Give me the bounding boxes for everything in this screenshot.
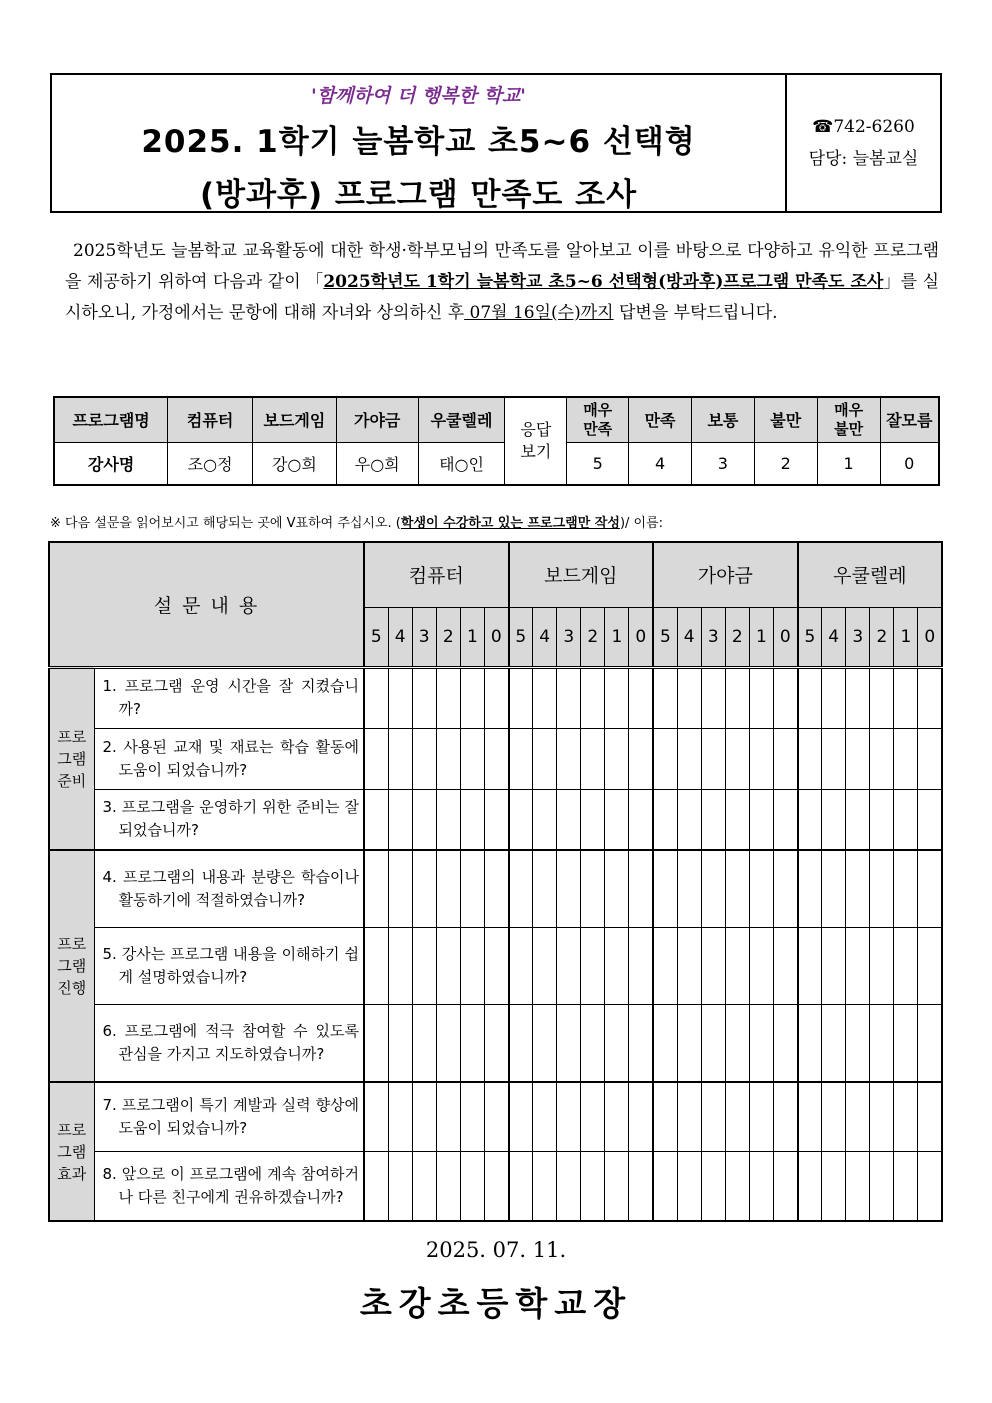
program-name: 보드게임 [253, 397, 337, 442]
rating-checkbox-cell[interactable] [846, 1004, 870, 1082]
rating-checkbox-cell[interactable] [509, 1004, 533, 1082]
rating-checkbox-cell[interactable] [364, 1151, 388, 1221]
phone-number: ☎742-6260 [812, 117, 915, 137]
contact-area [787, 75, 940, 211]
rating-checkbox-cell[interactable] [629, 1082, 653, 1151]
rating-checkbox-cell[interactable] [870, 667, 894, 728]
answer-option: 불만 [754, 397, 817, 442]
rating-checkbox-cell[interactable] [870, 1082, 894, 1151]
rating-checkbox-cell[interactable] [484, 850, 508, 927]
rating-checkbox-cell[interactable] [846, 1082, 870, 1151]
rating-checkbox-cell[interactable] [918, 789, 942, 850]
rating-checkbox-cell[interactable] [629, 850, 653, 927]
rating-checkbox-cell[interactable] [822, 1082, 846, 1151]
rating-checkbox-cell[interactable] [629, 728, 653, 789]
rating-checkbox-cell[interactable] [677, 1082, 701, 1151]
score-column-header: 2 [436, 607, 460, 667]
rating-checkbox-cell[interactable] [533, 1004, 557, 1082]
answer-score: 1 [817, 442, 880, 485]
document-date: 2025. 07. 11. [425, 1238, 567, 1262]
survey-program-header: 가야금 [653, 542, 798, 607]
survey-program-header: 컴퓨터 [364, 542, 509, 607]
rating-checkbox-cell[interactable] [509, 1082, 533, 1151]
rating-checkbox-cell[interactable] [798, 667, 822, 728]
rating-checkbox-cell[interactable] [388, 1082, 412, 1151]
rating-checkbox-cell[interactable] [533, 927, 557, 1004]
score-column-header: 0 [484, 607, 508, 667]
score-column-header: 3 [557, 607, 581, 667]
rating-checkbox-cell[interactable] [364, 789, 388, 850]
rating-checkbox-cell[interactable] [436, 728, 460, 789]
rating-checkbox-cell[interactable] [701, 1151, 725, 1221]
survey-category: 프로 그램 효과 [49, 1082, 94, 1221]
rating-checkbox-cell[interactable] [581, 927, 605, 1004]
header-box [50, 73, 942, 213]
survey-question [94, 1151, 364, 1221]
score-column-header: 0 [629, 607, 653, 667]
intro-paragraph [65, 236, 939, 329]
survey-question-text: 1. 프로그램 운영 시간을 잘 지켰습니까? [102, 677, 360, 718]
rating-checkbox-cell[interactable] [701, 667, 725, 728]
score-column-header: 1 [460, 607, 484, 667]
title-area [52, 75, 787, 211]
rating-checkbox-cell[interactable] [388, 1151, 412, 1221]
rating-checkbox-cell[interactable] [388, 850, 412, 927]
survey-category: 프로 그램 진행 [49, 850, 94, 1082]
rating-checkbox-cell[interactable] [484, 667, 508, 728]
rating-checkbox-cell[interactable] [436, 1082, 460, 1151]
rating-checkbox-cell[interactable] [822, 927, 846, 1004]
rating-checkbox-cell[interactable] [870, 1004, 894, 1082]
rating-checkbox-cell[interactable] [653, 850, 677, 927]
score-column-header: 1 [749, 607, 773, 667]
program-name: 가야금 [336, 397, 418, 442]
rating-checkbox-cell[interactable] [460, 1004, 484, 1082]
rating-checkbox-cell[interactable] [557, 850, 581, 927]
rating-checkbox-cell[interactable] [436, 789, 460, 850]
rating-checkbox-cell[interactable] [822, 728, 846, 789]
rating-checkbox-cell[interactable] [533, 1151, 557, 1221]
rating-checkbox-cell[interactable] [412, 1004, 436, 1082]
rating-checkbox-cell[interactable] [436, 1151, 460, 1221]
rating-checkbox-cell[interactable] [749, 850, 773, 927]
answer-option: 매우 불만 [817, 397, 880, 442]
rating-checkbox-cell[interactable] [629, 789, 653, 850]
rating-checkbox-cell[interactable] [557, 728, 581, 789]
rating-checkbox-cell[interactable] [364, 1082, 388, 1151]
survey-question-text: 3. 프로그램을 운영하기 위한 준비는 잘 되었습니까? [102, 798, 360, 840]
rating-checkbox-cell[interactable] [533, 850, 557, 927]
rating-checkbox-cell[interactable] [918, 1004, 942, 1082]
rating-checkbox-cell[interactable] [894, 728, 918, 789]
rating-checkbox-cell[interactable] [798, 728, 822, 789]
program-name-label: 프로그램명 [54, 397, 168, 442]
rating-checkbox-cell[interactable] [918, 1082, 942, 1151]
program-name: 우쿨렐레 [418, 397, 505, 442]
rating-checkbox-cell[interactable] [846, 667, 870, 728]
rating-checkbox-cell[interactable] [388, 789, 412, 850]
rating-checkbox-cell[interactable] [894, 1082, 918, 1151]
rating-checkbox-cell[interactable] [605, 789, 629, 850]
rating-checkbox-cell[interactable] [798, 1004, 822, 1082]
rating-checkbox-cell[interactable] [605, 850, 629, 927]
rating-checkbox-cell[interactable] [364, 1004, 388, 1082]
rating-checkbox-cell[interactable] [773, 1151, 797, 1221]
rating-checkbox-cell[interactable] [822, 1151, 846, 1221]
rating-checkbox-cell[interactable] [677, 927, 701, 1004]
rating-checkbox-cell[interactable] [701, 1082, 725, 1151]
rating-checkbox-cell[interactable] [509, 1151, 533, 1221]
rating-checkbox-cell[interactable] [653, 667, 677, 728]
intro-text-3: 답변을 부탁드립니다. [613, 303, 778, 323]
rating-checkbox-cell[interactable] [749, 1151, 773, 1221]
note-emphasis: 학생이 수강하고 있는 프로그램만 작성 [400, 516, 620, 531]
rating-checkbox-cell[interactable] [436, 850, 460, 927]
rating-checkbox-cell[interactable] [460, 927, 484, 1004]
rating-checkbox-cell[interactable] [798, 1082, 822, 1151]
rating-checkbox-cell[interactable] [388, 927, 412, 1004]
rating-checkbox-cell[interactable] [629, 927, 653, 1004]
rating-checkbox-cell[interactable] [798, 927, 822, 1004]
rating-checkbox-cell[interactable] [653, 1082, 677, 1151]
rating-checkbox-cell[interactable] [749, 728, 773, 789]
rating-checkbox-cell[interactable] [701, 789, 725, 850]
program-teacher-table [53, 396, 940, 486]
score-column-header: 4 [533, 607, 557, 667]
rating-checkbox-cell[interactable] [918, 927, 942, 1004]
rating-checkbox-cell[interactable] [581, 850, 605, 927]
rating-checkbox-cell[interactable] [436, 927, 460, 1004]
rating-checkbox-cell[interactable] [460, 850, 484, 927]
rating-checkbox-cell[interactable] [412, 789, 436, 850]
rating-checkbox-cell[interactable] [533, 667, 557, 728]
survey-category: 프로 그램 준비 [49, 667, 94, 850]
rating-checkbox-cell[interactable] [701, 728, 725, 789]
score-column-header: 2 [870, 607, 894, 667]
rating-checkbox-cell[interactable] [918, 728, 942, 789]
survey-question [94, 667, 364, 728]
score-column-header: 5 [509, 607, 533, 667]
rating-checkbox-cell[interactable] [725, 789, 749, 850]
rating-checkbox-cell[interactable] [725, 667, 749, 728]
answer-score: 5 [567, 442, 629, 485]
rating-checkbox-cell[interactable] [677, 728, 701, 789]
rating-checkbox-cell[interactable] [798, 850, 822, 927]
answer-score: 2 [754, 442, 817, 485]
rating-checkbox-cell[interactable] [677, 1151, 701, 1221]
score-column-header: 4 [388, 607, 412, 667]
rating-checkbox-cell[interactable] [581, 1151, 605, 1221]
rating-checkbox-cell[interactable] [822, 1004, 846, 1082]
answer-score: 4 [629, 442, 692, 485]
rating-checkbox-cell[interactable] [846, 728, 870, 789]
rating-checkbox-cell[interactable] [822, 850, 846, 927]
score-column-header: 4 [677, 607, 701, 667]
teacher-name: 우○희 [336, 442, 418, 485]
rating-checkbox-cell[interactable] [701, 927, 725, 1004]
rating-checkbox-cell[interactable] [822, 789, 846, 850]
rating-checkbox-cell[interactable] [773, 927, 797, 1004]
survey-question-text: 2. 사용된 교재 및 재료는 학습 활동에 도움이 되었습니까? [102, 737, 360, 779]
rating-checkbox-cell[interactable] [484, 927, 508, 1004]
rating-checkbox-cell[interactable] [412, 927, 436, 1004]
score-column-header: 3 [701, 607, 725, 667]
rating-checkbox-cell[interactable] [653, 728, 677, 789]
rating-checkbox-cell[interactable] [581, 728, 605, 789]
rating-checkbox-cell[interactable] [677, 850, 701, 927]
contact-person: 담당: 늘봄교실 [808, 149, 919, 169]
rating-checkbox-cell[interactable] [605, 1151, 629, 1221]
survey-table [48, 541, 943, 1222]
score-column-header: 4 [822, 607, 846, 667]
rating-checkbox-cell[interactable] [484, 789, 508, 850]
rating-checkbox-cell[interactable] [894, 850, 918, 927]
answer-score: 0 [880, 442, 939, 485]
rating-checkbox-cell[interactable] [629, 1004, 653, 1082]
survey-program-header: 보드게임 [509, 542, 654, 607]
survey-question [94, 850, 364, 927]
rating-checkbox-cell[interactable] [557, 789, 581, 850]
rating-checkbox-cell[interactable] [364, 667, 388, 728]
instruction-note [50, 512, 663, 531]
rating-checkbox-cell[interactable] [725, 927, 749, 1004]
survey-question [94, 927, 364, 1004]
score-column-header: 0 [918, 607, 942, 667]
teacher-name-label: 강사명 [54, 442, 168, 485]
rating-checkbox-cell[interactable] [412, 1082, 436, 1151]
score-column-header: 1 [894, 607, 918, 667]
survey-question-text: 7. 프로그램이 특기 계발과 실력 향상에 도움이 되었습니까? [102, 1095, 360, 1137]
rating-checkbox-cell[interactable] [388, 1004, 412, 1082]
rating-checkbox-cell[interactable] [773, 850, 797, 927]
rating-checkbox-cell[interactable] [605, 1004, 629, 1082]
rating-checkbox-cell[interactable] [533, 728, 557, 789]
rating-checkbox-cell[interactable] [749, 927, 773, 1004]
rating-checkbox-cell[interactable] [822, 667, 846, 728]
rating-checkbox-cell[interactable] [388, 667, 412, 728]
rating-checkbox-cell[interactable] [653, 1004, 677, 1082]
rating-checkbox-cell[interactable] [460, 789, 484, 850]
rating-checkbox-cell[interactable] [918, 850, 942, 927]
score-column-header: 0 [773, 607, 797, 667]
rating-checkbox-cell[interactable] [557, 1151, 581, 1221]
rating-checkbox-cell[interactable] [773, 789, 797, 850]
intro-text-2: 」를 실시하오니, 가정에서는 문항에 대해 자녀와 상의하신 후 [65, 272, 939, 323]
rating-checkbox-cell[interactable] [749, 667, 773, 728]
rating-checkbox-cell[interactable] [749, 1082, 773, 1151]
rating-checkbox-cell[interactable] [412, 728, 436, 789]
rating-checkbox-cell[interactable] [412, 667, 436, 728]
rating-checkbox-cell[interactable] [436, 667, 460, 728]
rating-checkbox-cell[interactable] [581, 1082, 605, 1151]
rating-checkbox-cell[interactable] [870, 850, 894, 927]
teacher-name: 태○인 [418, 442, 505, 485]
rating-checkbox-cell[interactable] [773, 728, 797, 789]
rating-checkbox-cell[interactable] [773, 667, 797, 728]
survey-title-inline: 2025학년도 1학기 늘봄학교 초5~6 선택형(방과후)프로그램 만족도 조사 [323, 272, 884, 292]
rating-checkbox-cell[interactable] [870, 728, 894, 789]
intro-text-1: 2025학년도 늘봄학교 교육활동에 대한 학생·학부모님의 만족도를 알아보고 이를 바탕으로 다양하고 유익한 프로그램을 제공하기 위하여 다음과 같이 「 [65, 241, 939, 292]
rating-checkbox-cell[interactable] [581, 667, 605, 728]
rating-checkbox-cell[interactable] [605, 1082, 629, 1151]
rating-checkbox-cell[interactable] [605, 728, 629, 789]
score-column-header: 3 [412, 607, 436, 667]
rating-checkbox-cell[interactable] [870, 1151, 894, 1221]
rating-checkbox-cell[interactable] [653, 789, 677, 850]
rating-checkbox-cell[interactable] [846, 1151, 870, 1221]
rating-checkbox-cell[interactable] [918, 667, 942, 728]
rating-checkbox-cell[interactable] [677, 789, 701, 850]
rating-checkbox-cell[interactable] [484, 1151, 508, 1221]
rating-checkbox-cell[interactable] [605, 927, 629, 1004]
rating-checkbox-cell[interactable] [846, 850, 870, 927]
answer-label: 응답 보기 [505, 397, 567, 485]
answer-option: 잘모름 [880, 397, 939, 442]
rating-checkbox-cell[interactable] [725, 1151, 749, 1221]
note-prefix: ※ 다음 설문을 읽어보시고 해당되는 곳에 V표하여 주십시오. ( [50, 516, 401, 531]
rating-checkbox-cell[interactable] [364, 850, 388, 927]
answer-option: 매우 만족 [567, 397, 629, 442]
rating-checkbox-cell[interactable] [412, 1151, 436, 1221]
principal-signature: 초강초등학교장 [359, 1284, 633, 1323]
rating-checkbox-cell[interactable] [846, 789, 870, 850]
page-title-line1: 2025. 1학기 늘봄학교 초5~6 선택형 [141, 124, 696, 160]
rating-checkbox-cell[interactable] [773, 1004, 797, 1082]
rating-checkbox-cell[interactable] [509, 667, 533, 728]
rating-checkbox-cell[interactable] [725, 1082, 749, 1151]
rating-checkbox-cell[interactable] [460, 1151, 484, 1221]
rating-checkbox-cell[interactable] [436, 1004, 460, 1082]
rating-checkbox-cell[interactable] [533, 789, 557, 850]
rating-checkbox-cell[interactable] [894, 927, 918, 1004]
rating-checkbox-cell[interactable] [798, 789, 822, 850]
survey-question-text: 8. 앞으로 이 프로그램에 계속 참여하거나 다른 친구에게 권유하겠습니까? [102, 1164, 360, 1206]
deadline-date: 07월 16일(수)까지 [464, 303, 614, 323]
rating-checkbox-cell[interactable] [870, 789, 894, 850]
program-name: 컴퓨터 [168, 397, 253, 442]
rating-checkbox-cell[interactable] [701, 850, 725, 927]
rating-checkbox-cell[interactable] [846, 927, 870, 1004]
score-column-header: 3 [846, 607, 870, 667]
answer-score: 3 [691, 442, 754, 485]
rating-checkbox-cell[interactable] [557, 667, 581, 728]
rating-checkbox-cell[interactable] [581, 1004, 605, 1082]
rating-checkbox-cell[interactable] [629, 667, 653, 728]
rating-checkbox-cell[interactable] [509, 850, 533, 927]
survey-question [94, 789, 364, 850]
rating-checkbox-cell[interactable] [918, 1151, 942, 1221]
rating-checkbox-cell[interactable] [484, 728, 508, 789]
score-column-header: 5 [798, 607, 822, 667]
rating-checkbox-cell[interactable] [653, 927, 677, 1004]
survey-content-header: 설 문 내 용 [49, 542, 364, 667]
survey-question [94, 728, 364, 789]
rating-checkbox-cell[interactable] [484, 1004, 508, 1082]
rating-checkbox-cell[interactable] [364, 927, 388, 1004]
rating-checkbox-cell[interactable] [557, 927, 581, 1004]
answer-option: 보통 [691, 397, 754, 442]
rating-checkbox-cell[interactable] [557, 1082, 581, 1151]
score-column-header: 5 [653, 607, 677, 667]
survey-question-text: 6. 프로그램에 적극 참여할 수 있도록 관심을 가지고 지도하였습니까? [102, 1021, 360, 1063]
score-column-header: 5 [364, 607, 388, 667]
rating-checkbox-cell[interactable] [870, 927, 894, 1004]
rating-checkbox-cell[interactable] [894, 667, 918, 728]
rating-checkbox-cell[interactable] [798, 1151, 822, 1221]
rating-checkbox-cell[interactable] [653, 1151, 677, 1221]
score-column-header: 2 [581, 607, 605, 667]
rating-checkbox-cell[interactable] [388, 728, 412, 789]
rating-checkbox-cell[interactable] [773, 1082, 797, 1151]
school-motto: '함께하여 더 행복한 학교' [310, 85, 527, 107]
rating-checkbox-cell[interactable] [509, 927, 533, 1004]
rating-checkbox-cell[interactable] [725, 1004, 749, 1082]
rating-checkbox-cell[interactable] [364, 728, 388, 789]
rating-checkbox-cell[interactable] [629, 1151, 653, 1221]
survey-program-header: 우쿨렐레 [798, 542, 943, 607]
rating-checkbox-cell[interactable] [460, 667, 484, 728]
rating-checkbox-cell[interactable] [460, 1082, 484, 1151]
score-column-header: 2 [725, 607, 749, 667]
rating-checkbox-cell[interactable] [557, 1004, 581, 1082]
rating-checkbox-cell[interactable] [581, 789, 605, 850]
score-column-header: 1 [605, 607, 629, 667]
answer-option: 만족 [629, 397, 692, 442]
teacher-name: 조○정 [168, 442, 253, 485]
survey-question-text: 5. 강사는 프로그램 내용을 이해하기 쉽게 설명하였습니까? [102, 944, 360, 986]
rating-checkbox-cell[interactable] [484, 1082, 508, 1151]
rating-checkbox-cell[interactable] [509, 728, 533, 789]
survey-question [94, 1082, 364, 1151]
survey-question-text: 4. 프로그램의 내용과 분량은 학습이나 활동하기에 적절하였습니까? [102, 867, 360, 909]
rating-checkbox-cell[interactable] [701, 1004, 725, 1082]
rating-checkbox-cell[interactable] [894, 1151, 918, 1221]
rating-checkbox-cell[interactable] [725, 728, 749, 789]
teacher-name: 강○희 [253, 442, 337, 485]
rating-checkbox-cell[interactable] [460, 728, 484, 789]
note-suffix: )/ 이름: [619, 516, 664, 531]
rating-checkbox-cell[interactable] [605, 667, 629, 728]
rating-checkbox-cell[interactable] [677, 1004, 701, 1082]
rating-checkbox-cell[interactable] [677, 667, 701, 728]
survey-question [94, 1004, 364, 1082]
rating-checkbox-cell[interactable] [533, 1082, 557, 1151]
rating-checkbox-cell[interactable] [894, 789, 918, 850]
rating-checkbox-cell[interactable] [412, 850, 436, 927]
rating-checkbox-cell[interactable] [509, 789, 533, 850]
rating-checkbox-cell[interactable] [749, 789, 773, 850]
rating-checkbox-cell[interactable] [749, 1004, 773, 1082]
rating-checkbox-cell[interactable] [725, 850, 749, 927]
page-title-line2: (방과후) 프로그램 만족도 조사 [199, 177, 638, 213]
rating-checkbox-cell[interactable] [894, 1004, 918, 1082]
